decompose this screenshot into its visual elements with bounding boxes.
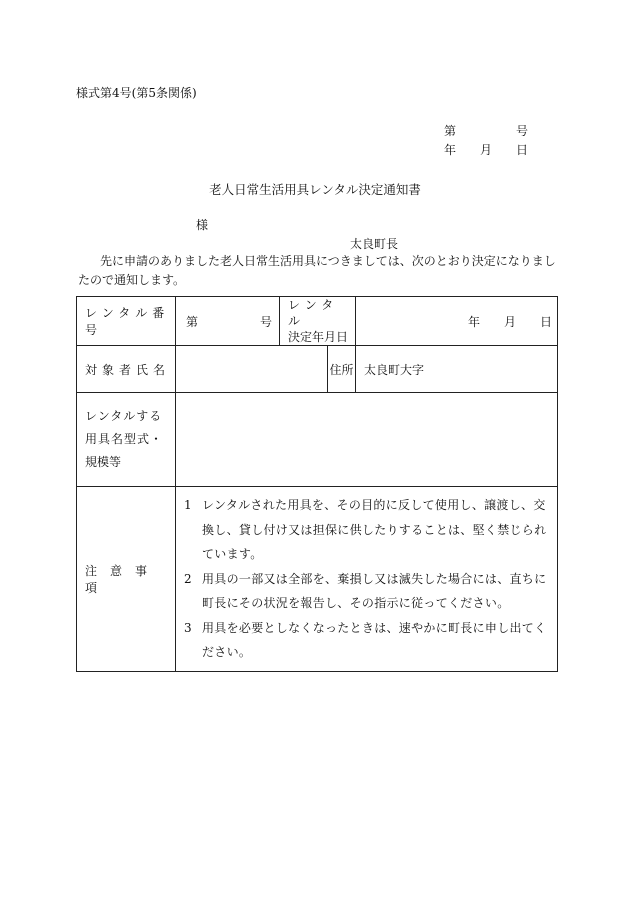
address-value: 太良町大字	[356, 346, 558, 393]
intro-text: 先に申請のありました老人日常生活用具につきましては、次のとおり決定になりましたので通知します。	[78, 254, 556, 287]
date-day: 日	[516, 143, 529, 157]
date-year: 年	[444, 143, 457, 157]
decision-date-label	[280, 297, 356, 346]
item-label-line2: 用具名型式・	[85, 432, 164, 446]
person-name-value	[176, 346, 328, 393]
item-value	[176, 393, 558, 487]
decision-date-label-line1: レンタル	[288, 298, 339, 328]
rental-details-table	[76, 296, 558, 672]
notes-cell	[176, 487, 558, 672]
rental-number-label: レンタル番号	[77, 297, 176, 346]
intro-paragraph	[78, 252, 556, 290]
decision-date-label-line2: 決定年月日	[288, 330, 349, 344]
address-label: 住所	[328, 346, 356, 393]
item-label-line3: 規模等	[85, 455, 122, 469]
notes-label: 注意事項	[77, 487, 176, 672]
decision-month: 月	[504, 315, 517, 329]
note-text: 用具を必要としなくなったときは、速やかに町長に申し出てください。	[202, 620, 547, 659]
decision-year: 年	[468, 315, 481, 329]
issuer: 太良町長	[350, 237, 399, 251]
number-prefix: 第	[444, 124, 457, 138]
note-text: 用具の一部又は全部を、棄損し又は滅失した場合には、直ちに町長にその状況を報告し、その指示に従ってください。	[202, 571, 547, 610]
note-item	[182, 567, 551, 616]
rental-number-prefix: 第	[186, 315, 199, 329]
note-text: レンタルされた用具を、その目的に反して使用し、譲渡し、交換し、貸し付け又は担保に供したりすることは、堅く禁じられています。	[202, 498, 547, 561]
decision-date-value	[356, 297, 558, 346]
note-number: 3	[184, 620, 192, 635]
form-number: 様式第4号(第5条関係)	[76, 86, 197, 100]
rental-number-suffix: 号	[260, 315, 273, 329]
note-number: 2	[184, 571, 192, 586]
rental-number-cell	[176, 297, 280, 346]
item-label	[77, 393, 176, 487]
item-label-line1: レンタルする	[85, 409, 163, 423]
date-month: 月	[480, 143, 493, 157]
note-number: 1	[184, 498, 192, 512]
note-item	[182, 616, 551, 665]
person-name-label: 対象者氏名	[77, 346, 176, 393]
note-item	[182, 493, 551, 567]
document-title: 老人日常生活用具レンタル決定通知書	[209, 182, 421, 197]
number-suffix: 号	[516, 124, 529, 138]
decision-day: 日	[540, 315, 553, 329]
addressee-suffix: 様	[196, 218, 209, 232]
